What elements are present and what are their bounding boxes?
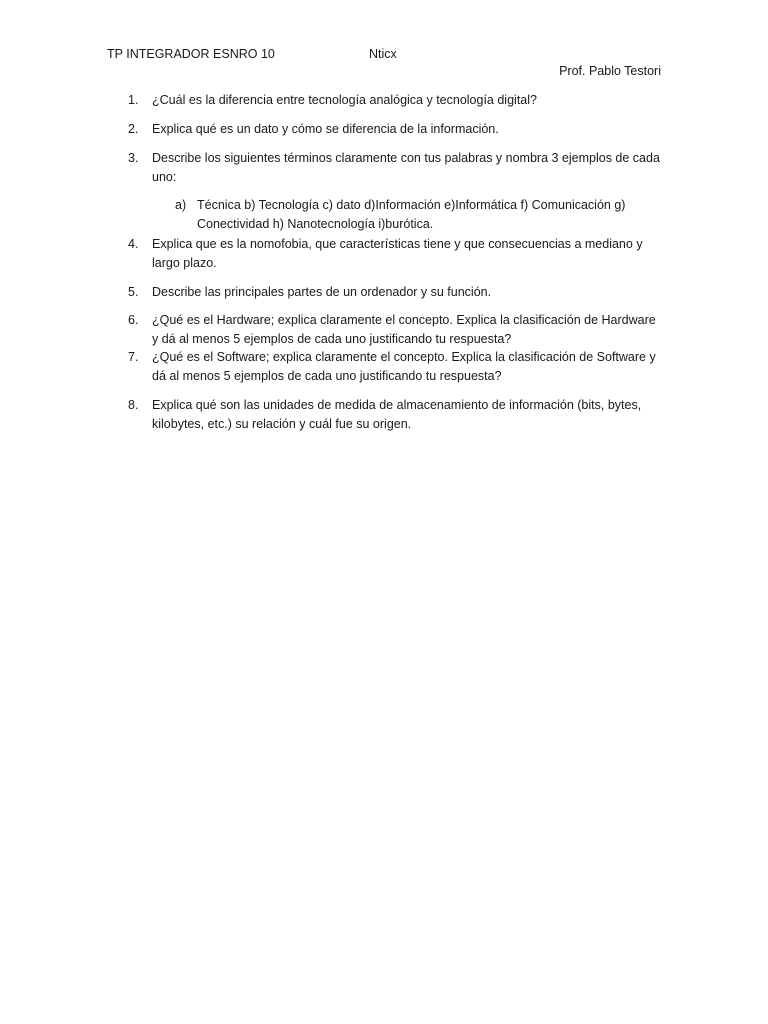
question-item: [128, 283, 663, 302]
question-item: [128, 396, 663, 434]
question-number: 6.: [128, 313, 139, 327]
sub-item-letter: a): [175, 198, 187, 212]
question-item: [128, 149, 663, 187]
question-text: ¿Qué es el Software; explica claramente el concepto. Explica la clasificación de Software y dá al menos 5 ejemplos de cada uno justificando tu respuesta?: [152, 350, 656, 383]
question-number: 2.: [128, 122, 139, 136]
question-number: 8.: [128, 398, 139, 412]
question-item: [128, 235, 663, 273]
sub-item-text: Técnica b) Tecnología c) dato d)Información e)Informática f) Comunicación g) Conectividad h) Nanotecnología i)burótica.: [197, 198, 626, 231]
sub-item: [175, 196, 665, 234]
question-item: [128, 120, 663, 139]
header-center: Nticx: [369, 47, 397, 61]
question-text: Describe las principales partes de un ordenador y su función.: [152, 285, 492, 299]
question-item: [128, 348, 663, 386]
question-item: [128, 91, 663, 110]
question-text: Explica qué es un dato y cómo se diferencia de la información.: [152, 122, 499, 136]
question-number: 3.: [128, 151, 139, 165]
question-number: 4.: [128, 237, 139, 251]
header-right: Prof. Pablo Testori: [559, 64, 661, 78]
header-left: TP INTEGRADOR ESNRO 10: [107, 47, 275, 61]
question-text: Explica qué son las unidades de medida de almacenamiento de información (bits, bytes, kilobytes, etc.) su relación y cuál fue su origen.: [152, 398, 642, 431]
question-number: 1.: [128, 93, 139, 107]
question-text: Describe los siguientes términos claramente con tus palabras y nombra 3 ejemplos de cada uno:: [152, 151, 660, 184]
question-text: Explica que es la nomofobia, que características tiene y que consecuencias a mediano y largo plazo.: [152, 237, 643, 270]
question-item: [128, 311, 663, 349]
question-text: ¿Qué es el Hardware; explica claramente el concepto. Explica la clasificación de Hardware y dá al menos 5 ejemplos de cada uno justificando tu respuesta?: [152, 313, 656, 346]
question-number: 7.: [128, 350, 139, 364]
question-text: ¿Cuál es la diferencia entre tecnología analógica y tecnología digital?: [152, 93, 537, 107]
question-number: 5.: [128, 285, 139, 299]
